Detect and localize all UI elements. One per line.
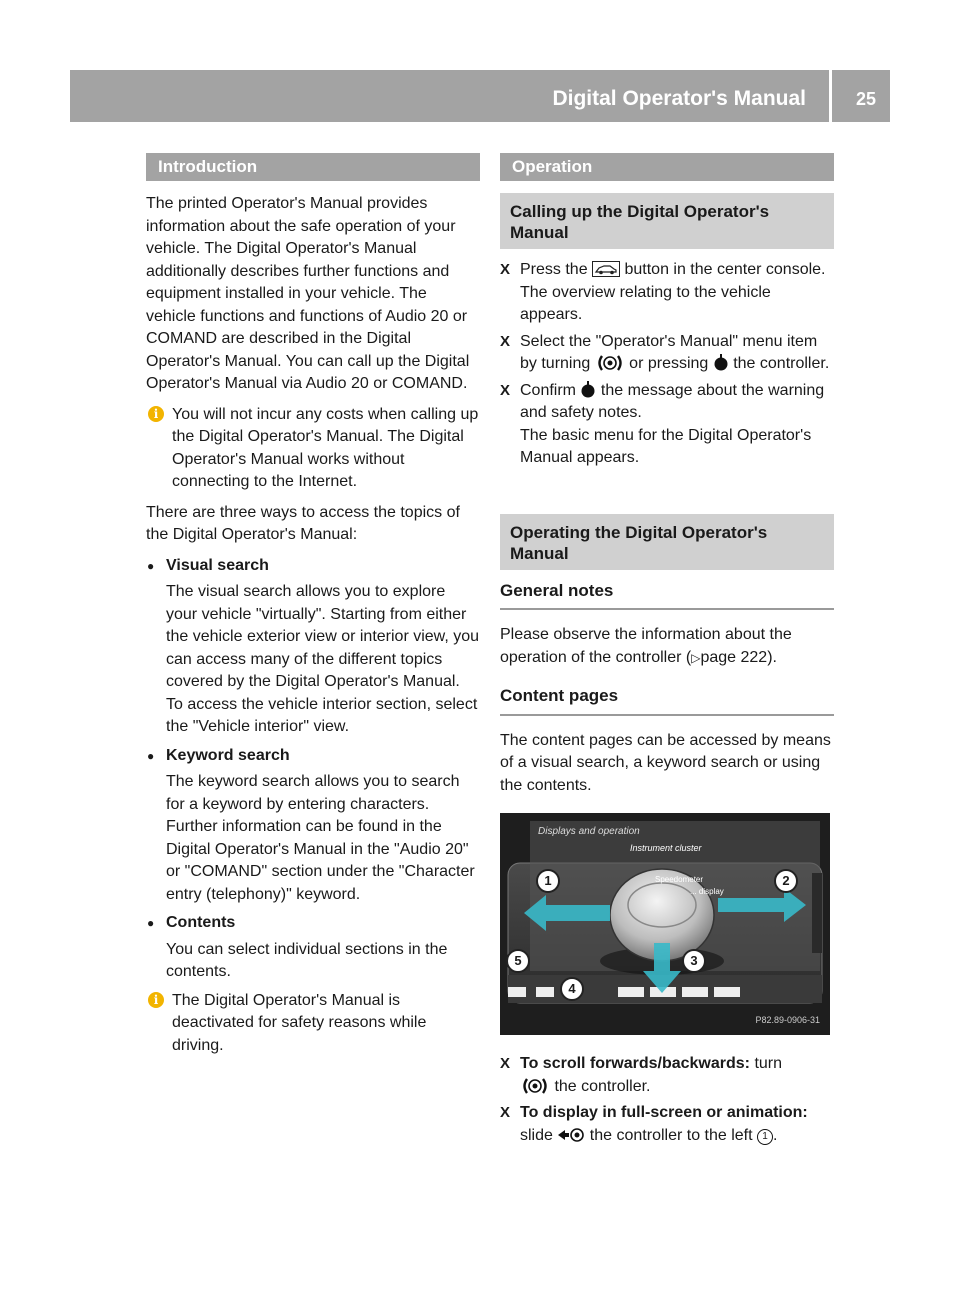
screen-title: Displays and operation xyxy=(538,826,640,837)
step-marker-icon: X xyxy=(500,261,511,278)
page-header xyxy=(70,70,890,122)
screen-item: Speedometer xyxy=(655,875,704,884)
page-reference-link[interactable]: page 222 xyxy=(700,648,768,666)
section-title-introduction: Introduction xyxy=(146,153,480,181)
content-pages-text: The content pages can be accessed by means of a visual search, a keyword search or using the contents. xyxy=(500,731,831,794)
bullet-body: The visual search allows you to explore your vehicle "virtually". Starting from either the vehicle exterior view or interior view, you can access many of the different topics covered by the Digital Operator's Manual. To access the vehicle interior section, select the "Vehicle interior" view. xyxy=(166,583,480,735)
header-title: Digital Operator's Manual xyxy=(552,87,806,110)
press-controller-icon xyxy=(580,381,596,399)
list-item xyxy=(146,555,480,739)
bullet-icon: ● xyxy=(147,748,155,763)
instruction-step xyxy=(500,380,834,470)
callout-2: 2 xyxy=(774,869,798,893)
bullet-icon: ● xyxy=(147,558,155,573)
turn-controller-icon xyxy=(595,354,625,372)
bullet-body: The keyword search allows you to search for a keyword by entering characters. Further information can be found in the Digital Operator's Manual in the "Audio 20" or "COMAND" section under the "Character entry (telephony)" keyword. xyxy=(166,773,475,903)
step-label: To scroll forwards/backwards: xyxy=(520,1055,750,1072)
step-text: slide xyxy=(520,1126,558,1144)
press-controller-icon xyxy=(713,354,729,372)
step-text: Press the xyxy=(520,261,593,278)
callout-1-inline: 1 xyxy=(757,1129,773,1145)
callout-4: 4 xyxy=(560,977,584,1001)
bullet-title: Keyword search xyxy=(166,746,290,764)
step-marker-icon: X xyxy=(500,1104,511,1121)
subsection-title-calling-up: Calling up the Digital Operator's Manual xyxy=(500,193,834,249)
callout-5: 5 xyxy=(506,949,530,973)
bullet-icon: ● xyxy=(147,916,155,930)
list-item xyxy=(146,745,480,907)
step-text: the message about the warning and safety notes. xyxy=(520,381,825,421)
step-text: button in the center console. xyxy=(620,261,826,278)
step-result: The overview relating to the vehicle appears. xyxy=(520,283,771,323)
instruction-step: X To display in full-screen or animation: slide the controller to the left 1 . xyxy=(500,1104,808,1144)
instruction-step xyxy=(500,1053,834,1098)
info-icon: i xyxy=(148,992,164,1008)
bullet-body: You can select individual sections in the contents. xyxy=(166,940,448,980)
left-column xyxy=(146,153,480,1065)
step-marker-icon: X xyxy=(500,1055,511,1072)
step-text: the controller to the left xyxy=(585,1126,758,1144)
bullet-title: Contents xyxy=(166,914,236,931)
page-ref-arrow-icon: ▷ xyxy=(691,650,701,665)
step-marker-icon: X xyxy=(500,381,511,399)
step-marker-icon: X xyxy=(500,332,511,350)
subsection-title-operating: Operating the Digital Operator's Manual xyxy=(500,514,834,570)
slide-left-controller-icon xyxy=(557,1126,585,1144)
list-item xyxy=(146,912,480,984)
step-text: the controller. xyxy=(550,1077,651,1095)
ways-intro: There are three ways to access the topics of the Digital Operator's Manual: xyxy=(146,503,460,543)
step-result: The basic menu for the Digital Operator's Manual appears. xyxy=(520,426,812,466)
general-notes-text: Please observe the information about the operation of the controller (▷page 222). xyxy=(500,626,792,666)
turn-controller-icon xyxy=(520,1077,550,1095)
step-text: Select the "Operator's Manual" menu item by turning xyxy=(520,332,818,372)
page-number: 25 xyxy=(855,89,876,109)
step-text: Confirm xyxy=(520,381,581,399)
car-button-icon xyxy=(592,261,620,277)
step-label: To display in full-screen or animation: xyxy=(520,1104,808,1121)
info-note xyxy=(146,404,480,494)
info-note xyxy=(146,990,480,1058)
info-icon: i xyxy=(148,406,164,422)
header-separator xyxy=(829,70,832,122)
step-text: turn xyxy=(750,1055,783,1072)
instruction-step xyxy=(500,331,834,376)
callout-3: 3 xyxy=(682,949,706,973)
instruction-step xyxy=(500,259,834,327)
heading-content-pages: Content pages xyxy=(500,685,834,716)
intro-paragraph: The printed Operator's Manual provides information about the safe operation of your vehicle. The Digital Operator's Manual additionally describes further functions and equipment installed in your vehicle. The vehicle functions and functions of Audio 20 or COMAND are described in the Digital Operator's Manual. You can call up the Digital Operator's Manual via Audio 20 or COMAND. xyxy=(146,195,470,392)
step-text: the controller. xyxy=(728,355,830,372)
right-column xyxy=(500,153,834,1151)
step-text: or pressing xyxy=(624,355,713,372)
figure-code: P82.89-0906-31 xyxy=(755,1014,820,1025)
note-text: The Digital Operator's Manual is deactivated for safety reasons while driving. xyxy=(172,991,427,1054)
screen-item: ... display xyxy=(690,887,724,896)
controller-illustration xyxy=(500,813,830,1035)
screen-menu-title: Instrument cluster xyxy=(630,843,702,853)
bullet-title: Visual search xyxy=(166,556,269,574)
callout-1: 1 xyxy=(536,869,560,893)
heading-general-notes: General notes xyxy=(500,580,834,611)
note-text: You will not incur any costs when calling up the Digital Operator's Manual. The Digital Operator's Manual works without connecting to the Internet. xyxy=(172,405,479,490)
section-title-operation: Operation xyxy=(500,153,834,181)
